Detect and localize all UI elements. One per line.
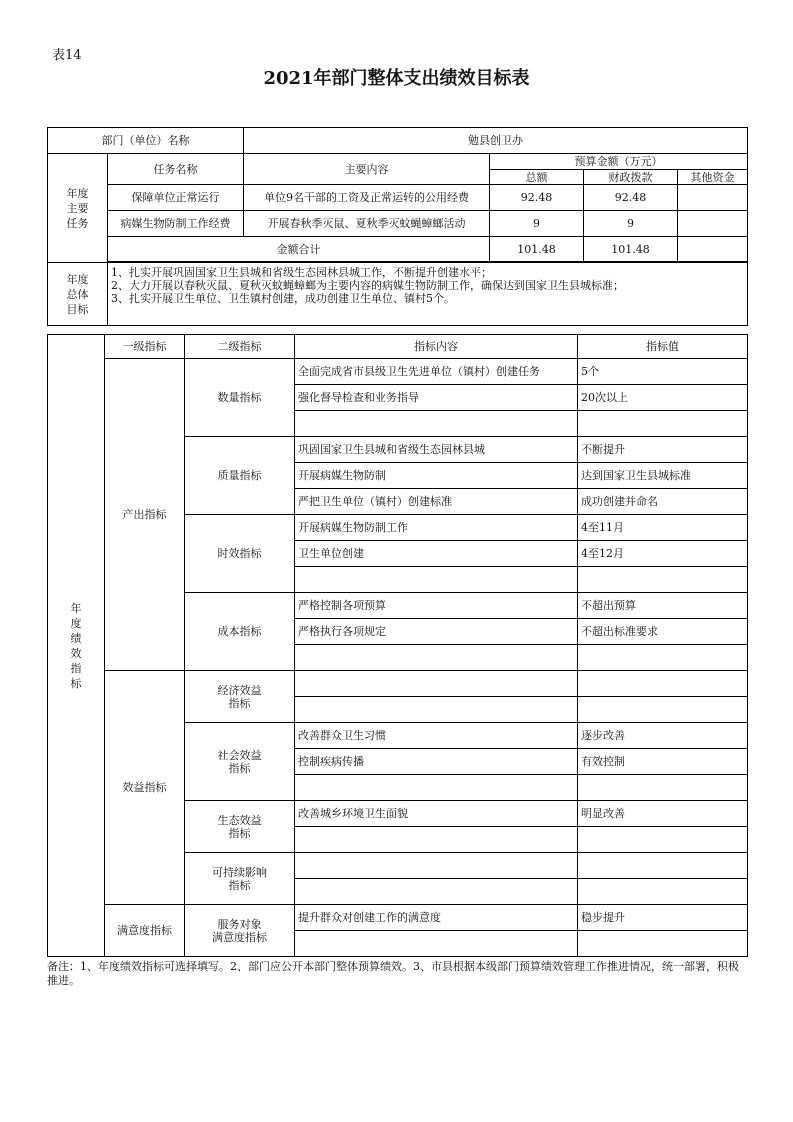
table-row xyxy=(48,905,748,931)
table-row xyxy=(48,671,748,697)
level1-indicator: 满意度指标 xyxy=(105,905,185,957)
col-indicator-content: 指标内容 xyxy=(295,335,578,359)
indicator-value xyxy=(578,645,748,671)
task-row xyxy=(48,211,748,237)
footnote: 备注：1、年度绩效指标可选择填写。2、部门应公开本部门整体预算绩效。3、市县根据本级部门预算绩效管理工作推进情况，统一部署，积极推进。 xyxy=(47,960,739,987)
dept-name: 勉县创卫办 xyxy=(244,128,748,154)
annual-goals xyxy=(108,263,748,326)
indicator-value xyxy=(578,775,748,801)
indicator-value: 4至11月 xyxy=(578,515,748,541)
goal-line: 2、大力开展以春秋灭鼠、夏秋灭蚊蝇蟑螂为主要内容的病媒生物防制工作，确保达到国家卫生县城标准； xyxy=(111,279,624,292)
col-total: 总额 xyxy=(490,170,584,185)
indicator-content: 改善城乡环境卫生面貌 xyxy=(295,801,578,827)
sum-label: 金额合计 xyxy=(108,237,490,262)
level2-indicator: 数量指标 xyxy=(185,359,295,437)
indicator-content xyxy=(295,411,578,437)
indicator-value xyxy=(578,827,748,853)
indicator-content: 强化督导检查和业务指导 xyxy=(295,385,578,411)
col-level2: 二级指标 xyxy=(185,335,295,359)
indicator-content: 控制疾病传播 xyxy=(295,749,578,775)
level2-indicator: 社会效益 指标 xyxy=(185,723,295,801)
indicator-value: 成功创建并命名 xyxy=(578,489,748,515)
task-other xyxy=(678,211,748,237)
indicator-content xyxy=(295,671,578,697)
level2-indicator: 成本指标 xyxy=(185,593,295,671)
level1-indicator: 效益指标 xyxy=(105,671,185,905)
indicator-value: 逐步改善 xyxy=(578,723,748,749)
indicator-value: 4至12月 xyxy=(578,541,748,567)
table-number: 表14 xyxy=(52,48,82,63)
indicator-content: 全面完成省市县级卫生先进单位（镇村）创建任务 xyxy=(295,359,578,385)
task-row xyxy=(48,185,748,211)
indicator-value: 不断提升 xyxy=(578,437,748,463)
performance-section-label: 年 度 绩 效 指 标 xyxy=(48,335,105,957)
col-fiscal: 财政拨款 xyxy=(584,170,678,185)
indicator-content xyxy=(295,697,578,723)
level2-indicator: 生态效益 指标 xyxy=(185,801,295,853)
indicator-value: 5个 xyxy=(578,359,748,385)
indicator-value xyxy=(578,411,748,437)
indicator-content xyxy=(295,853,578,879)
indicator-value xyxy=(578,931,748,957)
level2-indicator: 时效指标 xyxy=(185,515,295,593)
level2-indicator: 质量指标 xyxy=(185,437,295,515)
indicator-content: 严格执行各项规定 xyxy=(295,619,578,645)
indicator-value xyxy=(578,853,748,879)
col-main-content: 主要内容 xyxy=(244,154,490,185)
level1-indicator: 产出指标 xyxy=(105,359,185,671)
indicator-value: 有效控制 xyxy=(578,749,748,775)
indicator-value: 达到国家卫生县城标准 xyxy=(578,463,748,489)
indicator-content xyxy=(295,879,578,905)
indicator-content xyxy=(295,931,578,957)
indicator-value: 稳步提升 xyxy=(578,905,748,931)
col-budget: 预算金额（万元） xyxy=(490,154,748,170)
budget-task-table xyxy=(47,127,748,326)
indicator-value: 明显改善 xyxy=(578,801,748,827)
col-level1: 一级指标 xyxy=(105,335,185,359)
sum-fiscal: 101.48 xyxy=(584,237,678,262)
goal-line: 1、扎实开展巩固国家卫生县城和省级生态园林县城工作，不断提升创建水平； xyxy=(111,266,492,279)
level2-indicator: 可持续影响 指标 xyxy=(185,853,295,905)
indicator-value: 不超出预算 xyxy=(578,593,748,619)
dept-label: 部门（单位）名称 xyxy=(48,128,244,154)
task-content: 单位9名干部的工资及正常运转的公用经费 xyxy=(244,185,490,211)
sum-other xyxy=(678,237,748,262)
task-content: 开展春秋季灭鼠、夏秋季灭蚊蝇蟑螂活动 xyxy=(244,211,490,237)
indicator-content: 严格控制各项预算 xyxy=(295,593,578,619)
indicator-value: 20次以上 xyxy=(578,385,748,411)
task-other xyxy=(678,185,748,211)
indicator-value: 不超出标准要求 xyxy=(578,619,748,645)
sum-total: 101.48 xyxy=(490,237,584,262)
indicator-value xyxy=(578,567,748,593)
indicator-content: 开展病媒生物防制工作 xyxy=(295,515,578,541)
task-section-label: 年度 主要 任务 xyxy=(48,154,108,263)
indicator-content: 巩固国家卫生县城和省级生态园林县城 xyxy=(295,437,578,463)
indicator-value xyxy=(578,879,748,905)
col-indicator-value: 指标值 xyxy=(578,335,748,359)
indicator-value xyxy=(578,697,748,723)
indicator-content xyxy=(295,775,578,801)
task-name: 病媒生物防制工作经费 xyxy=(108,211,244,237)
indicator-content: 改善群众卫生习惯 xyxy=(295,723,578,749)
indicator-content: 严把卫生单位（镇村）创建标准 xyxy=(295,489,578,515)
indicator-content xyxy=(295,645,578,671)
goal-line: 3、扎实开展卫生单位、卫生镇村创建，成功创建卫生单位、镇村5个。 xyxy=(111,292,455,305)
page-title: 2021年部门整体支出绩效目标表 xyxy=(263,68,530,89)
task-name: 保障单位正常运行 xyxy=(108,185,244,211)
col-other: 其他资金 xyxy=(678,170,748,185)
indicator-content xyxy=(295,827,578,853)
performance-indicator-table xyxy=(47,334,748,957)
task-total: 92.48 xyxy=(490,185,584,211)
indicator-content xyxy=(295,567,578,593)
table-row xyxy=(48,359,748,385)
level2-indicator: 服务对象 满意度指标 xyxy=(185,905,295,957)
task-total: 9 xyxy=(490,211,584,237)
indicator-content: 开展病媒生物防制 xyxy=(295,463,578,489)
level2-indicator: 经济效益 指标 xyxy=(185,671,295,723)
indicator-value xyxy=(578,671,748,697)
task-fiscal: 92.48 xyxy=(584,185,678,211)
task-fiscal: 9 xyxy=(584,211,678,237)
col-task-name: 任务名称 xyxy=(108,154,244,185)
indicator-content: 卫生单位创建 xyxy=(295,541,578,567)
indicator-content: 提升群众对创建工作的满意度 xyxy=(295,905,578,931)
goal-section-label: 年度 总体 目标 xyxy=(48,263,108,326)
